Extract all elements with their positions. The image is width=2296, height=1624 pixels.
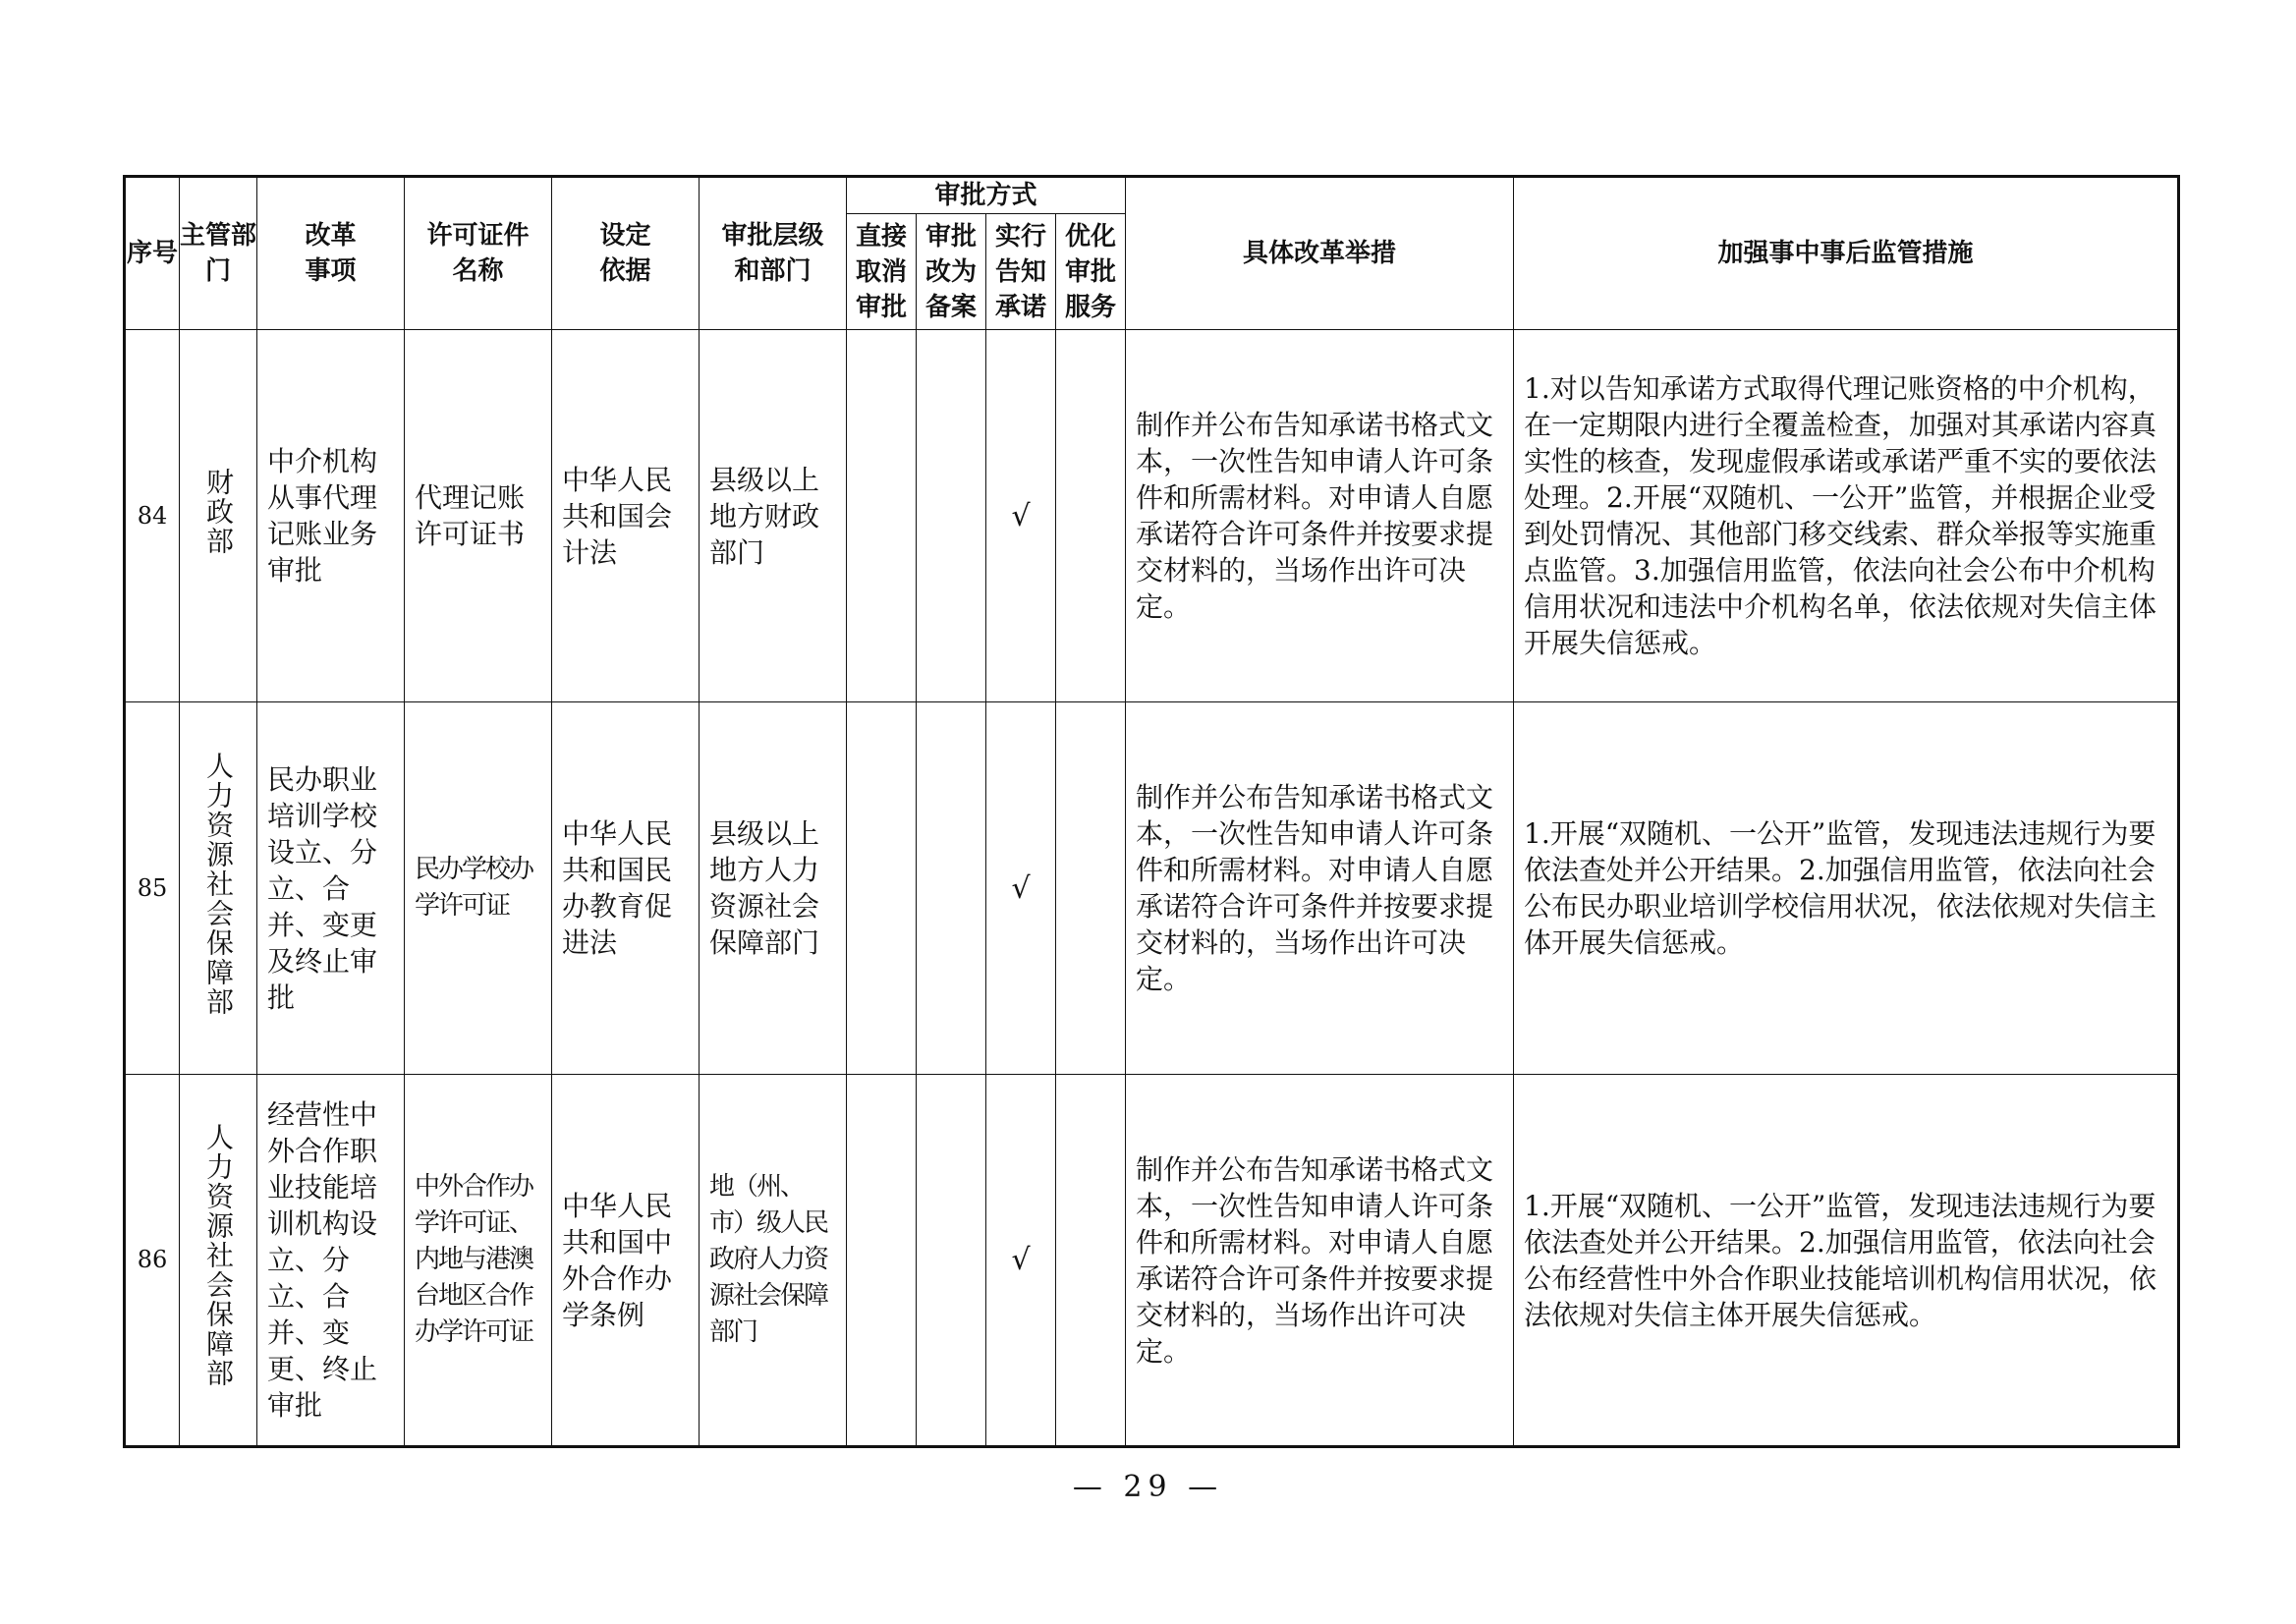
row-level: 县级以上地方人力资源社会保障部门 — [700, 702, 847, 1075]
row-seq: 85 — [125, 702, 180, 1075]
row-supervision: 1.开展“双随机、一公开”监管，发现违法违规行为要依法查处并公开结果。2.加强信用监管，依法向社会公布民办职业培训学校信用状况，依法依规对失信主体开展失信惩戒。 — [1514, 702, 2179, 1075]
row-dept — [180, 702, 257, 1075]
header-row-1 — [125, 177, 2179, 214]
row-method-promise: √ — [986, 1075, 1056, 1447]
row-dept-text: 人力资源社会保障部 — [202, 751, 235, 1017]
row-item: 经营性中外合作职业技能培训机构设立、分立、合并、变更、终止审批 — [257, 1075, 405, 1447]
row-measures: 制作并公布告知承诺书格式文本，一次性告知申请人许可条件和所需材料。对申请人自愿承诺符合许可条件并按要求提交材料的，当场作出许可决定。 — [1126, 330, 1514, 702]
row-item: 民办职业培训学校设立、分立、合并、变更及终止审批 — [257, 702, 405, 1075]
row-method-optimize — [1056, 1075, 1126, 1447]
row-dept-text: 人力资源社会保障部 — [202, 1123, 235, 1388]
page-number: — 29 — — [1072, 1470, 1224, 1504]
row-method-promise: √ — [986, 330, 1056, 702]
row-supervision: 1.开展“双随机、一公开”监管，发现违法违规行为要依法查处并公开结果。2.加强信用监管，依法向社会公布经营性中外合作职业技能培训机构信用状况，依法依规对失信主体开展失信惩戒。 — [1514, 1075, 2179, 1447]
row-method-optimize — [1056, 702, 1126, 1075]
header-seq: 序号 — [125, 177, 180, 330]
row-level: 县级以上地方财政部门 — [700, 330, 847, 702]
row-method-record — [917, 1075, 986, 1447]
header-method-record: 审批改为备案 — [917, 214, 986, 330]
header-measures: 具体改革举措 — [1126, 177, 1514, 330]
header-method-group: 审批方式 — [847, 177, 1126, 214]
row-method-record — [917, 702, 986, 1075]
row-seq: 84 — [125, 330, 180, 702]
row-method-optimize — [1056, 330, 1126, 702]
row-method-cancel — [847, 1075, 917, 1447]
row-license: 中外合作办学许可证、内地与港澳台地区合作办学许可证 — [405, 1075, 552, 1447]
table-row — [125, 1075, 2179, 1447]
header-basis: 设定依据 — [552, 177, 700, 330]
row-supervision: 1.对以告知承诺方式取得代理记账资格的中介机构，在一定期限内进行全覆盖检查，加强对其承诺内容真实性的核查，发现虚假承诺或承诺严重不实的要依法处理。2.开展“双随机、一公开”监管，并根据企业受到处罚情况、其他部门移交线索、群众举报等实施重点监管。3.加强信用监管，依法向社会公布中介机构信用状况和违法中介机构名单，依法依规对失信主体开展失信惩戒。 — [1514, 330, 2179, 702]
row-measures: 制作并公布告知承诺书格式文本，一次性告知申请人许可条件和所需材料。对申请人自愿承诺符合许可条件并按要求提交材料的，当场作出许可决定。 — [1126, 1075, 1514, 1447]
row-dept-text: 财政部 — [202, 467, 235, 556]
row-level: 地（州、市）级人民政府人力资源社会保障部门 — [700, 1075, 847, 1447]
row-dept — [180, 1075, 257, 1447]
row-method-promise: √ — [986, 702, 1056, 1075]
row-method-cancel — [847, 702, 917, 1075]
row-basis: 中华人民共和国会计法 — [552, 330, 700, 702]
header-method-optimize: 优化审批服务 — [1056, 214, 1126, 330]
row-seq: 86 — [125, 1075, 180, 1447]
row-basis: 中华人民共和国民办教育促进法 — [552, 702, 700, 1075]
header-dept: 主管部门 — [180, 177, 257, 330]
reform-table — [123, 175, 2180, 1448]
row-method-cancel — [847, 330, 917, 702]
row-item: 中介机构从事代理记账业务审批 — [257, 330, 405, 702]
header-level: 审批层级和部门 — [700, 177, 847, 330]
row-measures: 制作并公布告知承诺书格式文本，一次性告知申请人许可条件和所需材料。对申请人自愿承诺符合许可条件并按要求提交材料的，当场作出许可决定。 — [1126, 702, 1514, 1075]
header-item: 改革事项 — [257, 177, 405, 330]
row-method-record — [917, 330, 986, 702]
row-basis: 中华人民共和国中外合作办学条例 — [552, 1075, 700, 1447]
header-method-promise: 实行告知承诺 — [986, 214, 1056, 330]
row-license: 民办学校办学许可证 — [405, 702, 552, 1075]
table-row — [125, 702, 2179, 1075]
table-row — [125, 330, 2179, 702]
row-license: 代理记账许可证书 — [405, 330, 552, 702]
header-method-cancel: 直接取消审批 — [847, 214, 917, 330]
row-dept — [180, 330, 257, 702]
header-license: 许可证件名称 — [405, 177, 552, 330]
header-supervision: 加强事中事后监管措施 — [1514, 177, 2179, 330]
